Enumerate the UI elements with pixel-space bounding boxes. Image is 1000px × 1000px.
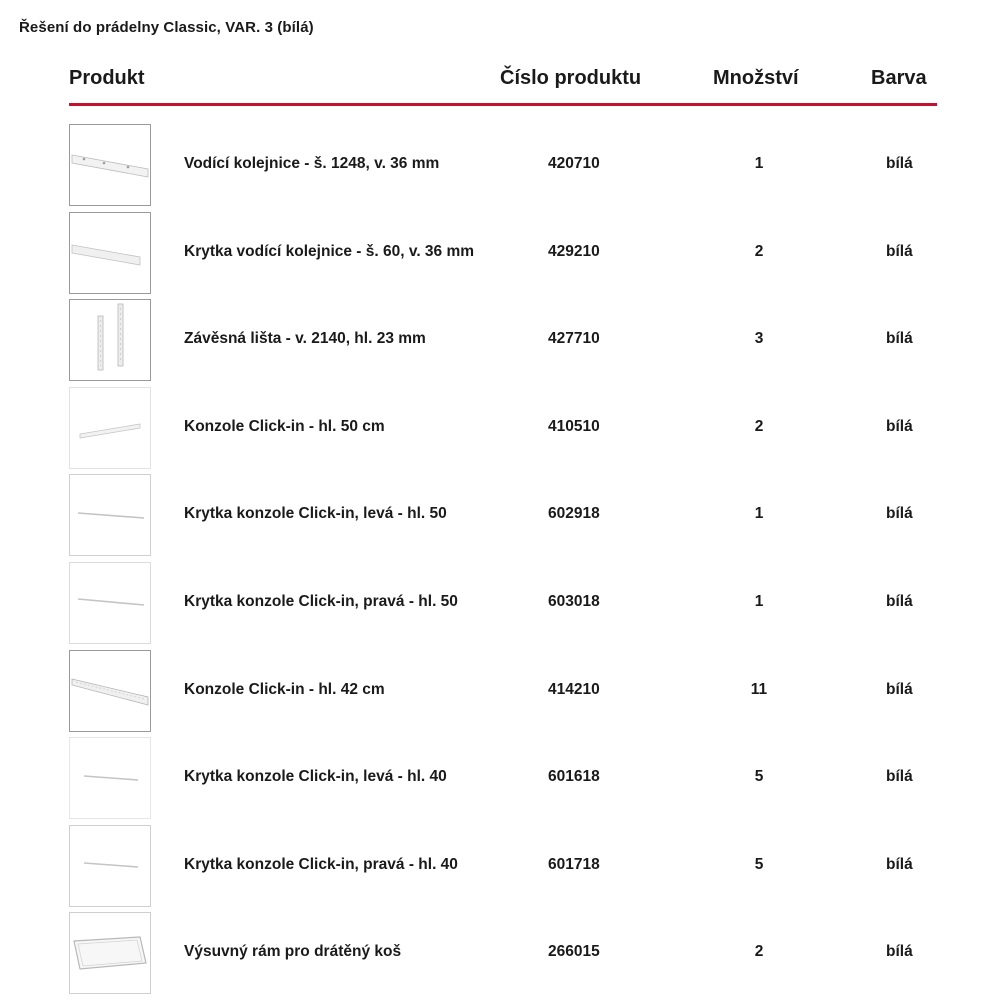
product-name: Závěsná lišta - v. 2140, hl. 23 mm bbox=[184, 330, 426, 348]
table-row bbox=[0, 650, 1000, 738]
product-table bbox=[0, 124, 1000, 1000]
product-name: Krytka konzole Click-in, levá - hl. 40 bbox=[184, 768, 447, 786]
product-number: 429210 bbox=[548, 242, 600, 260]
product-number: 266015 bbox=[548, 943, 600, 961]
product-name: Krytka vodící kolejnice - š. 60, v. 36 mm bbox=[184, 242, 475, 260]
bracket-icon bbox=[69, 387, 151, 469]
table-row bbox=[0, 912, 1000, 1000]
product-quantity: 5 bbox=[754, 768, 764, 786]
table-row bbox=[0, 212, 1000, 300]
product-color: bílá bbox=[886, 592, 913, 610]
table-row bbox=[0, 474, 1000, 562]
product-number: 602918 bbox=[548, 505, 600, 523]
product-color: bílá bbox=[886, 155, 913, 172]
product-color: bílá bbox=[886, 505, 913, 523]
rail-icon bbox=[69, 124, 151, 206]
header-quantity: Množství bbox=[713, 67, 799, 89]
product-color: bílá bbox=[886, 242, 913, 260]
table-row bbox=[0, 562, 1000, 650]
bracket-icon bbox=[69, 650, 151, 732]
product-quantity: 5 bbox=[754, 855, 764, 873]
product-name: Krytka konzole Click-in, pravá - hl. 40 bbox=[184, 855, 458, 873]
product-name: Vodící kolejnice - š. 1248, v. 36 mm bbox=[184, 155, 440, 172]
product-color: bílá bbox=[886, 330, 913, 348]
table-header bbox=[69, 66, 937, 106]
product-color: bílá bbox=[886, 417, 913, 435]
header-product: Produkt bbox=[69, 67, 145, 89]
product-number: 601618 bbox=[548, 768, 600, 786]
product-number: 410510 bbox=[548, 417, 600, 435]
bracket-cover-icon bbox=[69, 474, 151, 556]
header-product-number: Číslo produktu bbox=[500, 67, 642, 89]
product-quantity: 2 bbox=[754, 417, 764, 435]
product-quantity: 3 bbox=[754, 330, 764, 348]
header-color: Barva bbox=[871, 67, 927, 89]
page-title: Řešení do prádelny Classic, VAR. 3 (bílá) bbox=[19, 19, 314, 36]
product-quantity: 11 bbox=[750, 680, 768, 698]
bracket-cover-icon bbox=[69, 562, 151, 644]
product-quantity: 1 bbox=[754, 155, 764, 172]
product-number: 601718 bbox=[548, 855, 600, 873]
rail-cover-icon bbox=[69, 212, 151, 294]
product-number: 603018 bbox=[548, 592, 600, 610]
product-quantity: 1 bbox=[754, 592, 764, 610]
bracket-cover-icon bbox=[69, 737, 151, 819]
table-row bbox=[0, 387, 1000, 475]
product-name: Krytka konzole Click-in, levá - hl. 50 bbox=[184, 505, 447, 523]
table-row bbox=[0, 124, 1000, 212]
product-color: bílá bbox=[886, 943, 913, 961]
product-number: 414210 bbox=[548, 680, 600, 698]
product-quantity: 2 bbox=[754, 242, 764, 260]
product-quantity: 2 bbox=[754, 943, 764, 961]
table-row bbox=[0, 737, 1000, 825]
product-color: bílá bbox=[886, 680, 913, 698]
product-name: Výsuvný rám pro drátěný koš bbox=[184, 943, 402, 961]
table-row bbox=[0, 299, 1000, 387]
product-color: bílá bbox=[886, 855, 913, 873]
product-quantity: 1 bbox=[754, 505, 764, 523]
bracket-cover-icon bbox=[69, 825, 151, 907]
table-row bbox=[0, 825, 1000, 913]
frame-icon bbox=[69, 912, 151, 994]
hanging-bar-icon bbox=[69, 299, 151, 381]
product-color: bílá bbox=[886, 768, 913, 786]
product-name: Krytka konzole Click-in, pravá - hl. 50 bbox=[184, 592, 458, 610]
product-number: 420710 bbox=[548, 155, 600, 172]
product-number: 427710 bbox=[548, 330, 600, 348]
product-name: Konzole Click-in - hl. 50 cm bbox=[184, 417, 385, 435]
product-name: Konzole Click-in - hl. 42 cm bbox=[184, 680, 385, 698]
